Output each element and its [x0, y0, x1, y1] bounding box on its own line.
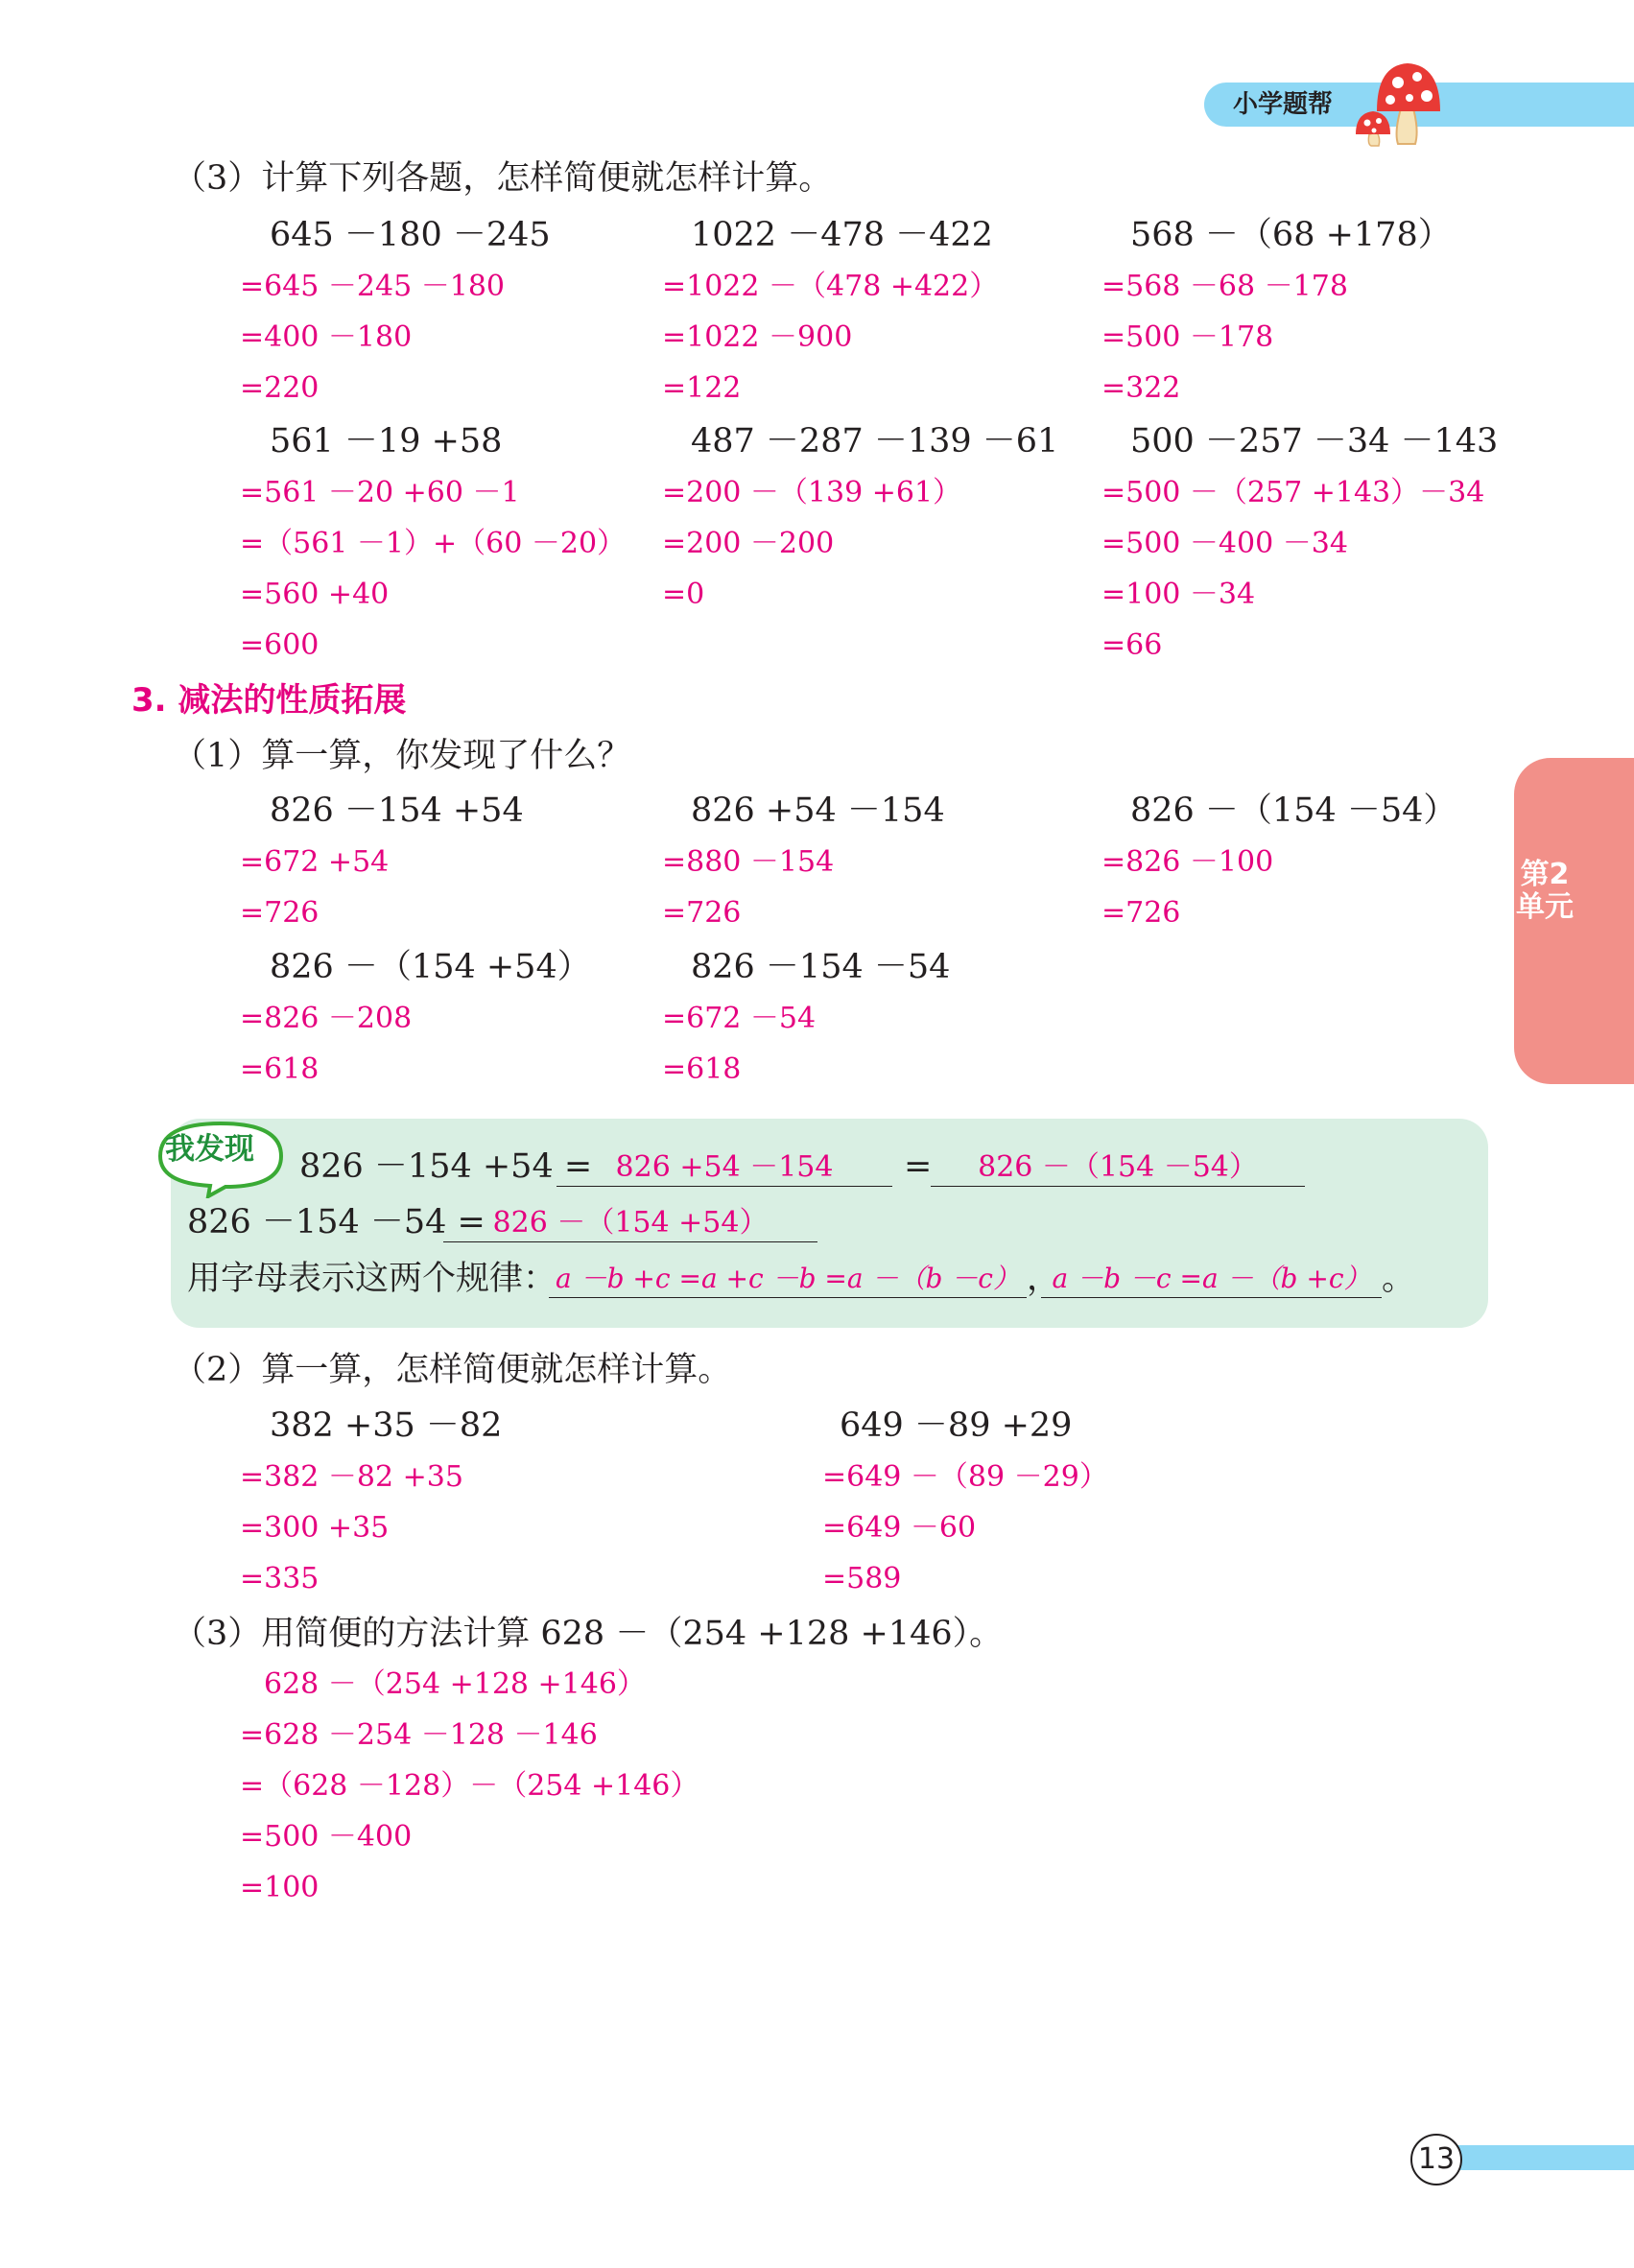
step-line: =600 [240, 628, 320, 662]
step-line: =1022 －（478 +422） [662, 270, 999, 303]
step-line: =561 －20 +60 －1 [240, 476, 520, 509]
step-line: =122 [662, 371, 742, 405]
step-line: =500 －178 [1101, 320, 1274, 354]
step-line: =0 [662, 578, 705, 611]
discovery-line3-label: 用字母表示这两个规律： [187, 1260, 557, 1298]
step-line: =335 [240, 1562, 320, 1595]
answer-blank: 826 +54 －154 [557, 1149, 892, 1187]
problem-expr: 500 －257 －34 －143 [1130, 422, 1499, 461]
problem-expr: 568 －（68 +178） [1130, 216, 1452, 254]
header-title: 小学题帮 [1233, 90, 1334, 119]
step-line: =300 +35 [240, 1511, 390, 1545]
step-line: =200 －200 [662, 527, 835, 560]
problem-expr: 826 －154 －54 [691, 948, 951, 986]
step-line: =726 [240, 896, 320, 930]
step-line: =500 －400 [240, 1820, 413, 1854]
step-line: =649 －60 [822, 1511, 977, 1545]
instruction-3-prev: （3）计算下列各题，怎样简便就怎样计算。 [173, 159, 833, 198]
step-line: =100 －34 [1101, 578, 1256, 611]
mushroom-icon [1348, 56, 1463, 147]
problem-expr: 649 －89 +29 [840, 1406, 1073, 1445]
discovery-line1-lhs: 826 －154 +54 = [299, 1147, 593, 1186]
rule-blank: a －b +c =a +c －b =a －（b －c） [549, 1261, 1027, 1298]
step-line: =100 [240, 1871, 320, 1904]
step-line: =880 －154 [662, 845, 835, 879]
step-line: =826 －100 [1101, 845, 1274, 879]
instruction-q1: （1）算一算，你发现了什么？ [173, 737, 631, 775]
answer-blank: 826 －（154 －54） [931, 1149, 1305, 1187]
step-line: =322 [1101, 371, 1181, 405]
step-line: =726 [1101, 896, 1181, 930]
step-line: =（561 －1）+（60 －20） [240, 527, 627, 560]
step-line: =500 －400 －34 [1101, 527, 1348, 560]
problem-expr: 826 +54 －154 [691, 791, 945, 830]
step-line: =672 －54 [662, 1002, 817, 1035]
step-line: =589 [822, 1562, 902, 1595]
rule-end: 。 [1382, 1260, 1416, 1298]
step-line: =826 －208 [240, 1002, 413, 1035]
step-line: =66 [1101, 628, 1163, 662]
discovery-line2-lhs: 826 －154 －54 = [187, 1203, 485, 1241]
step-line: =618 [240, 1052, 320, 1086]
problem-expr: 487 －287 －139 －61 [691, 422, 1059, 461]
step-line: =649 －（89 －29） [822, 1460, 1108, 1494]
step-line: =568 －68 －178 [1101, 270, 1348, 303]
section-title: 3. 减法的性质拓展 [131, 681, 407, 720]
step-expr: 628 －（254 +128 +146） [264, 1667, 646, 1701]
problem-expr: 1022 －478 －422 [691, 216, 993, 254]
answer-blank: 826 －（154 +54） [443, 1205, 817, 1242]
rule-separator: ， [1027, 1260, 1061, 1298]
step-line: =220 [240, 371, 320, 405]
problem-expr: 826 －（154 +54） [270, 948, 591, 986]
step-line: =726 [662, 896, 742, 930]
problem-expr: 645 －180 －245 [270, 216, 551, 254]
page-number: 13 [1410, 2134, 1462, 2185]
problem-expr: 826 －154 +54 [270, 791, 524, 830]
step-line: =200 －（139 +61） [662, 476, 962, 509]
step-line: =1022 －900 [662, 320, 853, 354]
step-line: =560 +40 [240, 578, 390, 611]
rule-blank: a －b －c =a －（b +c） [1041, 1261, 1382, 1298]
step-line: =382 －82 +35 [240, 1460, 463, 1494]
step-line: =645 －245 －180 [240, 270, 505, 303]
unit-label: 第2单元 [1516, 858, 1574, 924]
discovery-equals: = [904, 1147, 933, 1186]
instruction-q2: （2）算一算，怎样简便就怎样计算。 [173, 1351, 732, 1389]
step-line: =672 +54 [240, 845, 390, 879]
step-line: =400 －180 [240, 320, 413, 354]
step-line: =（628 －128）－（254 +146） [240, 1769, 699, 1803]
step-line: =628 －254 －128 －146 [240, 1718, 598, 1752]
problem-expr: 382 +35 －82 [270, 1406, 503, 1445]
problem-expr: 561 －19 +58 [270, 422, 503, 461]
step-line: =618 [662, 1052, 742, 1086]
problem-expr: 826 －（154 －54） [1130, 791, 1457, 830]
instruction-q3: （3）用简便的方法计算 628 －（254 +128 +146）。 [173, 1615, 1004, 1653]
step-line: =500 －（257 +143）－34 [1101, 476, 1485, 509]
discovery-badge: 我发现 [165, 1132, 254, 1167]
